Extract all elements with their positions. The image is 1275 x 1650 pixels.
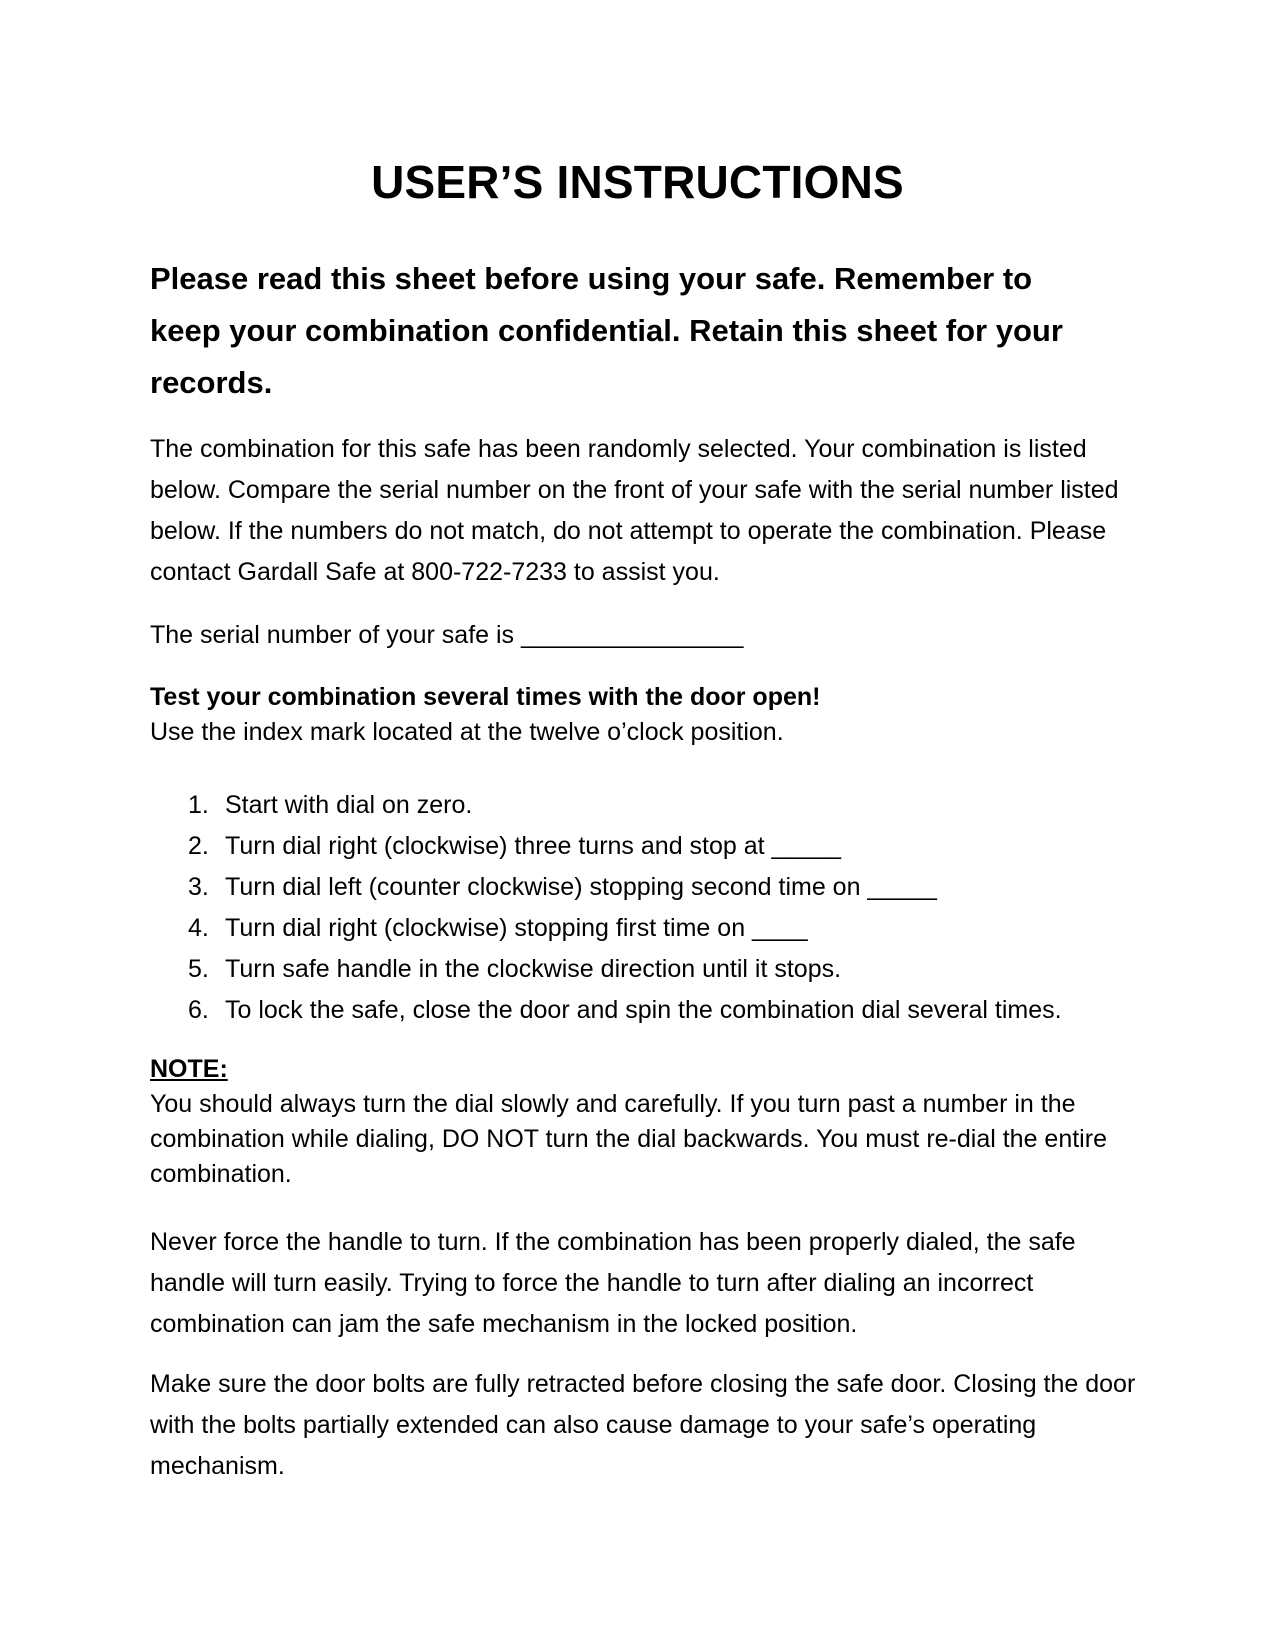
step-number: 5. — [188, 955, 209, 983]
list-item — [150, 785, 1150, 826]
list-item — [150, 826, 1150, 867]
step-number: 4. — [188, 914, 209, 942]
step-number: 1. — [188, 791, 209, 819]
note-heading: NOTE: — [150, 1055, 228, 1083]
step-number: 2. — [188, 832, 209, 860]
list-item — [150, 908, 1150, 949]
step-number: 3. — [188, 873, 209, 901]
list-item — [150, 990, 1150, 1031]
step-text: Start with dial on zero. — [225, 791, 473, 819]
step-text: Turn safe handle in the clockwise direction until it stops. — [225, 955, 842, 983]
step-text: Turn dial right (clockwise) stopping first time on ____ — [225, 914, 808, 942]
combination-paragraph: The combination for this safe has been randomly selected. Your combination is listed below. Compare the serial number on the front of your safe with the serial number listed below. If the numbers do not match, do not attempt to operate the combination. Please contact Gardall Safe at 800-722-7233 to assist you. — [150, 435, 1119, 586]
list-item — [150, 949, 1150, 990]
door-bolts-paragraph: Make sure the door bolts are fully retracted before closing the safe door. Closing the door with the bolts partially extended can also cause damage to your safe’s operating mechanism. — [150, 1370, 1136, 1480]
step-number: 6. — [188, 996, 209, 1024]
note-section — [150, 1052, 1140, 1192]
force-warning-paragraph: Never force the handle to turn. If the combination has been properly dialed, the safe handle will turn easily. Trying to force the handle to turn after dialing an incorrect combination can jam the safe mechanism in the locked position. — [150, 1228, 1076, 1338]
step-text: Turn dial left (counter clockwise) stopping second time on _____ — [225, 873, 937, 901]
test-subtext: Use the index mark located at the twelve o’clock position. — [150, 718, 784, 746]
step-text: Turn dial right (clockwise) three turns and stop at _____ — [225, 832, 842, 860]
test-heading: Test your combination several times with the door open! — [150, 683, 821, 711]
intro-paragraph: Please read this sheet before using your safe. Remember to keep your combination confidential. Retain this sheet for your records. — [150, 261, 1063, 400]
steps-list — [150, 785, 1150, 1031]
step-text: To lock the safe, close the door and spin the combination dial several times. — [225, 996, 1062, 1024]
note-text: You should always turn the dial slowly and carefully. If you turn past a number in the combination while dialing, DO NOT turn the dial backwards. You must re-dial the entire combination. — [150, 1090, 1107, 1188]
list-item — [150, 867, 1150, 908]
serial-number-line: The serial number of your safe is ________________ — [150, 621, 744, 649]
page-title: USER’S INSTRUCTIONS — [371, 156, 904, 208]
test-section — [150, 680, 1140, 750]
